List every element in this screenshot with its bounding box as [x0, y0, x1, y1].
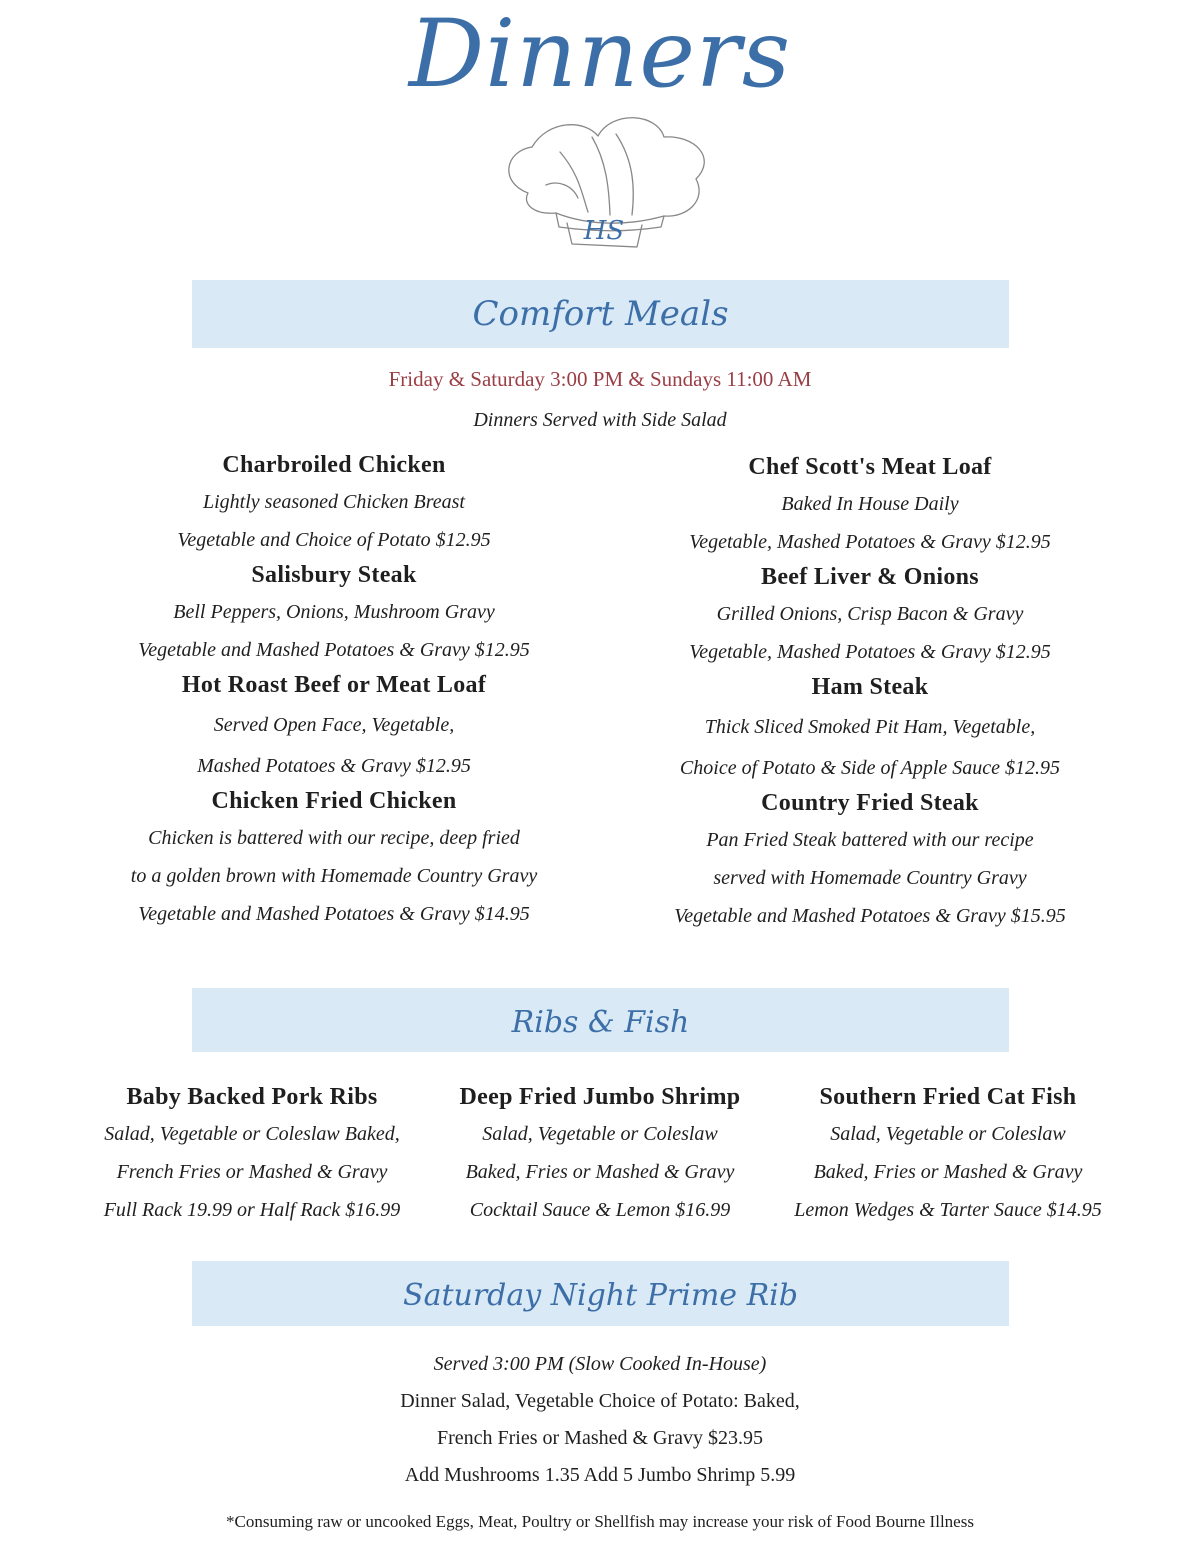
- menu-item-name: Hot Roast Beef or Meat Loaf: [181, 672, 487, 698]
- menu-item-name: Deep Fried Jumbo Shrimp: [459, 1084, 741, 1110]
- section-title-comfort-meals: Comfort Meals: [472, 294, 729, 334]
- menu-item-description: to a golden brown with Homemade Country Gravy: [130, 865, 538, 887]
- menu-item-description: Grilled Onions, Crisp Bacon & Gravy: [716, 603, 1024, 625]
- menu-item-price-line: Lemon Wedges & Tarter Sauce $14.95: [794, 1199, 1102, 1221]
- menu-item-description: Baked, Fries or Mashed & Gravy: [465, 1161, 735, 1183]
- menu-item-description: Pan Fried Steak battered with our recipe: [706, 829, 1034, 851]
- menu-item-name: Salisbury Steak: [251, 562, 417, 588]
- menu-item-beef-liver-onions: [590, 561, 1150, 671]
- menu-item-price-line: Cocktail Sauce & Lemon $16.99: [469, 1199, 731, 1221]
- prime-rib-details: [0, 1346, 1200, 1494]
- menu-item-name: Baby Backed Pork Ribs: [126, 1084, 378, 1110]
- menu-item-description: Salad, Vegetable or Coleslaw: [482, 1123, 718, 1145]
- menu-item-name: Chef Scott's Meat Loaf: [748, 454, 992, 480]
- menu-item-price-line: Vegetable and Choice of Potato $12.95: [177, 529, 491, 551]
- menu-item-salisbury-steak: [54, 559, 614, 669]
- menu-item-price-line: Vegetable, Mashed Potatoes & Gravy $12.95: [689, 641, 1051, 663]
- comfort-meals-right-column: [590, 451, 1150, 935]
- menu-item-price-line: Full Rack 19.99 or Half Rack $16.99: [103, 1199, 401, 1221]
- section-banner-comfort-meals: [192, 280, 1009, 348]
- prime-rib-serving-time: Served 3:00 PM (Slow Cooked In-House): [433, 1353, 767, 1375]
- monogram-text: HS: [583, 216, 625, 246]
- menu-item-price-line: Choice of Potato & Side of Apple Sauce $12.95: [679, 757, 1061, 779]
- menu-item-description: Baked In House Daily: [781, 493, 959, 515]
- menu-item-description: Baked, Fries or Mashed & Gravy: [813, 1161, 1083, 1183]
- menu-item-country-fried-steak: [590, 787, 1150, 935]
- prime-rib-sides: Dinner Salad, Vegetable Choice of Potato: Baked,: [400, 1390, 800, 1412]
- menu-item-charbroiled-chicken: [54, 449, 614, 559]
- food-safety-disclaimer: *Consuming raw or uncooked Eggs, Meat, Poultry or Shellfish may increase your risk of Food Bourne Illness: [226, 1512, 974, 1531]
- menu-item-hot-roast-beef: [54, 669, 614, 785]
- section-banner-ribs-fish: [192, 988, 1009, 1052]
- menu-item-description: Served Open Face, Vegetable,: [213, 714, 455, 736]
- page-title: Dinners: [408, 0, 792, 109]
- menu-item-price-line: Vegetable and Mashed Potatoes & Gravy $14.95: [138, 903, 530, 925]
- menu-item-baby-backed-pork-ribs: [62, 1081, 442, 1229]
- side-salad-note: Dinners Served with Side Salad: [473, 409, 727, 431]
- menu-item-name: Ham Steak: [811, 674, 929, 700]
- menu-item-price-line: Vegetable, Mashed Potatoes & Gravy $12.95: [689, 531, 1051, 553]
- menu-item-description: Lightly seasoned Chicken Breast: [203, 491, 465, 513]
- section-title-ribs-fish: Ribs & Fish: [511, 1005, 690, 1040]
- menu-item-name: Charbroiled Chicken: [222, 452, 446, 478]
- menu-item-price-line: Mashed Potatoes & Gravy $12.95: [197, 755, 471, 777]
- menu-item-chicken-fried-chicken: [54, 785, 614, 933]
- menu-item-description: Salad, Vegetable or Coleslaw Baked,: [104, 1123, 400, 1145]
- menu-item-description: Chicken is battered with our recipe, deep fried: [148, 827, 520, 849]
- section-banner-prime-rib: [192, 1261, 1009, 1326]
- menu-item-name: Country Fried Steak: [761, 790, 979, 816]
- chef-hat-logo: [493, 103, 716, 253]
- schedule-text: Friday & Saturday 3:00 PM & Sundays 11:00 AM: [388, 367, 812, 391]
- menu-item-ham-steak: [590, 671, 1150, 787]
- menu-item-price-line: Vegetable and Mashed Potatoes & Gravy $15.95: [674, 905, 1066, 927]
- comfort-meals-left-column: [54, 449, 614, 933]
- menu-item-chef-scotts-meat-loaf: [590, 451, 1150, 561]
- menu-item-deep-fried-jumbo-shrimp: [410, 1081, 790, 1229]
- menu-item-description: served with Homemade Country Gravy: [713, 867, 1027, 889]
- menu-item-description: Bell Peppers, Onions, Mushroom Gravy: [173, 601, 495, 623]
- menu-item-name: Chicken Fried Chicken: [211, 788, 457, 814]
- menu-item-description: Salad, Vegetable or Coleslaw: [830, 1123, 1066, 1145]
- menu-item-southern-fried-cat-fish: [758, 1081, 1138, 1229]
- prime-rib-addons: Add Mushrooms 1.35 Add 5 Jumbo Shrimp 5.99: [404, 1464, 796, 1486]
- menu-item-price-line: Vegetable and Mashed Potatoes & Gravy $12.95: [138, 639, 530, 661]
- menu-item-description: French Fries or Mashed & Gravy: [116, 1161, 388, 1183]
- section-title-prime-rib: Saturday Night Prime Rib: [403, 1278, 798, 1313]
- menu-item-name: Southern Fried Cat Fish: [819, 1084, 1077, 1110]
- menu-item-name: Beef Liver & Onions: [761, 564, 979, 590]
- menu-item-description: Thick Sliced Smoked Pit Ham, Vegetable,: [704, 716, 1036, 738]
- prime-rib-price-line: French Fries or Mashed & Gravy $23.95: [436, 1427, 764, 1449]
